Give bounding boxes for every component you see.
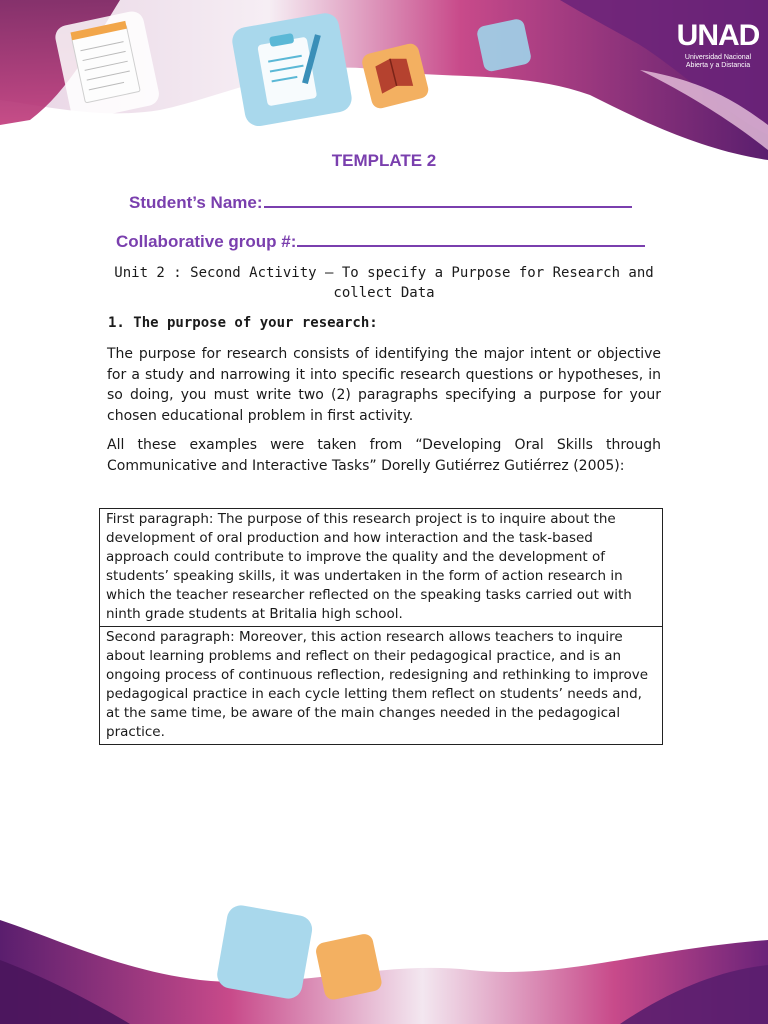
student-name-line: [129, 190, 632, 213]
example-row-first: First paragraph: The purpose of this research project is to inquire about the development of oral production and how interaction and the task-based approach could contribute to improve the quality and the development of students’ speaking skills, it was undertaken in the form of action research in which the teacher researcher reflected on the speaking tasks carried out with ninth grade students at Britalia high school.: [106, 511, 632, 622]
examples-paragraph: All these examples were taken from “Developing Oral Skills through Communicative and Interactive Tasks” Dorelly Gutiérrez Gutiérrez (2005):: [107, 437, 661, 474]
unit-heading: [106, 263, 662, 303]
logo-subtitle-line1: Universidad Nacional: [684, 54, 752, 61]
student-name-label: Student’s Name:: [129, 193, 263, 212]
footer-banner: [0, 880, 768, 1024]
unit-line-2: collect Data: [333, 285, 435, 301]
group-blank[interactable]: [297, 229, 645, 247]
purpose-paragraph: The purpose for research consists of identifying the major intent or objective for a study and narrowing it into specific research questions or hypotheses, in so doing, you must write two (2) paragraphs specifying a purpose for your chosen educational problem in first activity.: [107, 346, 661, 424]
group-label: Collaborative group #:: [116, 232, 297, 251]
section-heading: 1. The purpose of your research:: [108, 315, 378, 331]
unad-logo: [676, 8, 760, 88]
document-title: TEMPLATE 2: [331, 151, 437, 170]
student-name-blank[interactable]: [264, 190, 632, 208]
unit-line-1: Unit 2 : Second Activity – To specify a Purpose for Research and: [114, 265, 654, 281]
example-row-second: Second paragraph: Moreover, this action research allows teachers to inquire about learning problems and reflect on their pedagogical practice, and is an ongoing process of continuous reflection, redesigning and rethinking to improve pedagogical practice in each cycle letting them reflect on students’ needs and, at the same time, be aware of the main changes needed in the pedagogical practice.: [100, 626, 662, 744]
group-line: [116, 229, 645, 252]
logo-wordmark: UNAD: [676, 19, 760, 52]
book-icon: [0, 0, 768, 170]
logo-subtitle-line2: Abierta y a Distancia: [685, 62, 751, 69]
examples-table: [99, 508, 663, 745]
